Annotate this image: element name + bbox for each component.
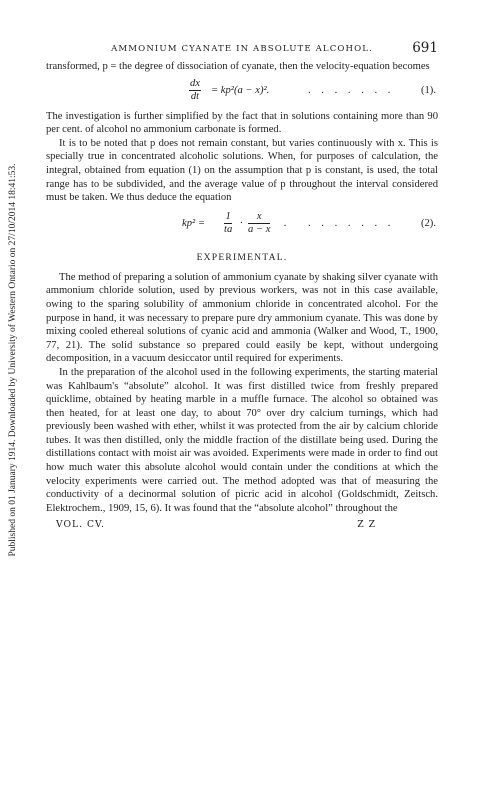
equation-2 xyxy=(46,210,438,240)
section-heading: EXPERIMENTAL. xyxy=(196,251,288,263)
paragraph-1: transformed, p = the degree of dissociation of cyanate, then the velocity-equation becomes xyxy=(46,61,430,72)
eq1-denominator: dt xyxy=(190,90,200,102)
eq2-dot: · xyxy=(240,217,243,229)
paragraph-4: The method of preparing a solution of ammonium cyanate by shaking silver cyanate with ammonium chloride solution, used by previous workers, was not in this case available, owing to the sparing solubility of ammonium chloride in concentrated alcohol. For the purpose in hand, it was necessary to prepare pure dry ammonium cyanate. This was done by mixing cooled ethereal solutions of cyanic acid and ammonia (Walker and Wood, T., 1900, 77, 21). The solid substance so prepared could easily be kept, without undergoing decomposition, in a vacuum desiccator until required for experiments. xyxy=(46,271,438,365)
eq1-fraction xyxy=(189,78,201,103)
page-number: 691 xyxy=(412,40,438,56)
eq2-denominator-1: ta xyxy=(224,223,233,235)
provenance-sidebar xyxy=(6,60,20,660)
eq2-numerator-1: 1 xyxy=(225,210,231,222)
eq1-label: (1). xyxy=(420,84,436,96)
eq2-numerator-2: x xyxy=(248,211,270,224)
eq2-denominator-2: a − x xyxy=(248,223,271,235)
eq2-fraction-1 xyxy=(224,211,232,236)
paragraph-2: The investigation is further simplified by the fact that in solutions containing more than 90 per cent. of alcohol no ammonium carbonate is formed. xyxy=(46,110,438,136)
eq2-end: . xyxy=(284,217,287,229)
provenance-text: Published on 01 January 1914. Downloaded by University of Western Ontario on 27/10/2014 18:41:53. xyxy=(8,163,18,557)
eq2-dots: . . . . . . . xyxy=(308,217,395,229)
paragraph-3: It is to be noted that p does not remain constant, but varies continuously with x. This is specially true in concentrated alcoholic solutions. When, for purposes of calculation, the integral, obtained from equation (1) on the assumption that p is constant, is used, the total range has to be subdivided, and the average value of p throughout the interval considered must be taken. We thus deduce the equation xyxy=(46,137,438,204)
paragraph-5: In the preparation of the alcohol used in the following experiments, the starting material was Kahlbaum's “absolute” alcohol. It was first distilled twice from freshly prepared quicklime, obtained by heating marble in a muffle furnace. The alcohol so obtained was then heated, for at least one day, to about 70° over dry calcium turnings, which had previously been washed with ether, whilst it was protected from the air by calcium chloride tubes. It was then distilled, only the middle fraction of the distillate being used. During the distillations contact with moist air was avoided. Experiments were made in order to find out how much water this absolute alcohol would contain under the conditions at which the velocity experiments were carried out. The method adopted was that of measuring the conductivity of a decinormal solution of picric acid in alcohol (Goldschmidt, Zeitsch. Elektrochem., 1909, 15, 6). It was found that the “absolute alcohol” throughout the xyxy=(46,366,438,514)
eq1-numerator: dx xyxy=(190,77,200,89)
volume-label: VOL. CV. xyxy=(56,519,105,531)
page-header xyxy=(46,38,438,60)
journal-page xyxy=(46,38,438,533)
eq1-rhs: = kp²(a − x)². xyxy=(211,84,270,96)
eq2-lhs: kp² = xyxy=(182,217,205,229)
equation-1 xyxy=(46,77,438,107)
page-footer xyxy=(46,517,438,533)
eq1-dots: . . . . . . . xyxy=(308,84,395,96)
signature-mark: Z Z xyxy=(357,519,376,531)
running-title: AMMONIUM CYANATE IN ABSOLUTE ALCOHOL. xyxy=(111,44,373,54)
eq2-label: (2). xyxy=(420,217,436,229)
eq2-fraction-2 xyxy=(248,211,270,236)
